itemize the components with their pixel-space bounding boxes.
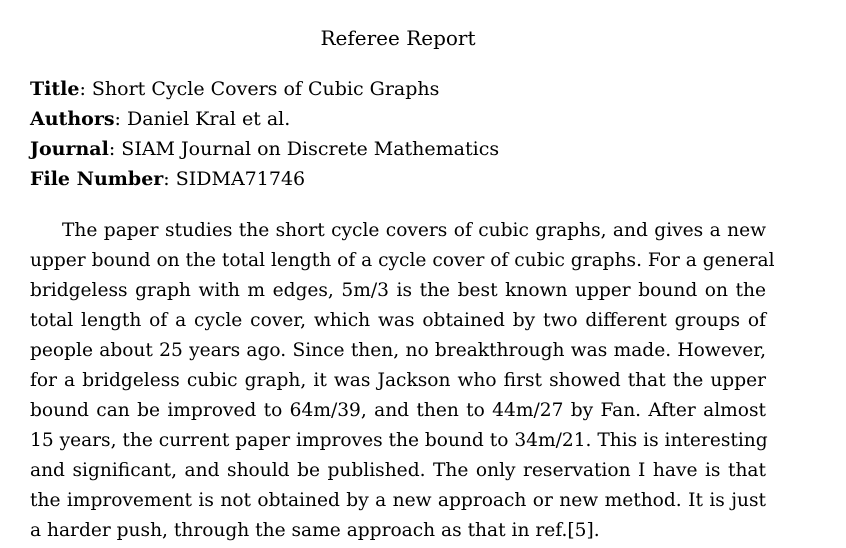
meta-title xyxy=(30,74,790,104)
meta-authors xyxy=(30,104,790,134)
body-line: and significant, and should be published. The only reservation I have is that xyxy=(30,460,766,481)
body-line: upper bound on the total length of a cycle cover of cubic graphs. For a general xyxy=(30,250,775,271)
body-line: total length of a cycle cover, which was obtained by two different groups of xyxy=(30,310,766,331)
meta-file-number xyxy=(30,164,790,194)
body-line: bound can be improved to 64m/39, and then to 44m/27 by Fan. After almost xyxy=(30,400,766,421)
meta-journal-label: Journal xyxy=(30,138,109,160)
meta-journal-value: SIAM Journal on Discrete Mathematics xyxy=(121,138,500,160)
meta-authors-label: Authors xyxy=(30,108,115,130)
report-heading: Referee Report xyxy=(320,26,476,50)
meta-colon: : xyxy=(108,138,116,160)
meta-file-number-label: File Number xyxy=(30,168,164,190)
meta-file-number-value: SIDMA71746 xyxy=(175,168,306,190)
meta-authors-value: Daniel Kral et al. xyxy=(126,108,291,130)
body-line: people about 25 years ago. Since then, no breakthrough was made. However, xyxy=(30,340,766,361)
body-line: the improvement is not obtained by a new approach or new method. It is just xyxy=(30,490,766,511)
meta-journal xyxy=(30,134,790,164)
meta-colon: : xyxy=(163,168,170,190)
meta-title-label: Title xyxy=(30,78,80,100)
body-line: 15 years, the current paper improves the bound to 34m/21. This is interesting xyxy=(30,430,768,451)
report-body-paragraph xyxy=(30,216,775,546)
body-line: for a bridgeless cubic graph, it was Jackson who first showed that the upper xyxy=(30,370,766,391)
meta-colon: : xyxy=(79,78,86,100)
meta-title-value: Short Cycle Covers of Cubic Graphs xyxy=(91,78,440,100)
body-line: a harder push, through the same approach as that in ref.[5]. xyxy=(30,520,600,541)
metadata-block xyxy=(30,74,790,194)
body-line: The paper studies the short cycle covers of cubic graphs, and gives a new xyxy=(62,220,766,241)
body-line: bridgeless graph with m edges, 5m/3 is the best known upper bound on the xyxy=(30,280,766,301)
meta-colon: : xyxy=(114,108,121,130)
